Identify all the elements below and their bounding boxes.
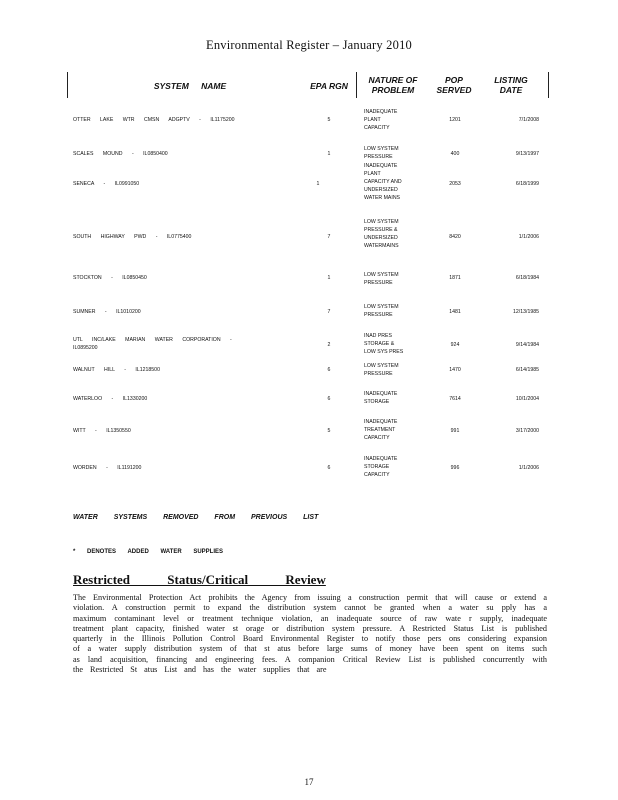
problem: LOW SYSTEM PRESSURE bbox=[364, 146, 399, 160]
population-served: 991 bbox=[450, 428, 460, 434]
listing-date: 3/17/2000 bbox=[515, 428, 539, 434]
problem: INADEQUATE PLANT CAPACITY AND UNDERSIZED WATER MAINS bbox=[364, 163, 402, 201]
problem: LOW SYSTEM PRESSURE & UNDERSIZED WATERMAINS bbox=[364, 219, 399, 249]
population-served: 1201 bbox=[449, 117, 461, 123]
population-served: 2053 bbox=[449, 181, 461, 187]
restricted-status-heading: Restricted Status/Critical Review bbox=[73, 572, 326, 587]
epa-region: 5 bbox=[327, 428, 331, 434]
epa-region: 6 bbox=[327, 367, 331, 373]
column-header-epa: EPA RGN bbox=[310, 81, 348, 91]
population-served: 8420 bbox=[449, 234, 461, 240]
system-name: STOCKTON - IL0850450 bbox=[73, 275, 147, 281]
listing-date: 1/1/2006 bbox=[518, 234, 539, 240]
system-name: WORDEN - IL1191200 bbox=[73, 465, 142, 471]
epa-region: 6 bbox=[327, 465, 331, 471]
listing-date: 9/14/1984 bbox=[515, 342, 539, 348]
column-header-listing: LISTING DATE bbox=[494, 75, 528, 95]
added-supplies-note: * DENOTES ADDED WATER SUPPLIES bbox=[73, 549, 224, 555]
system-name: SENECA - IL0991050 bbox=[73, 181, 140, 187]
listing-date: 10/1/2004 bbox=[515, 396, 539, 402]
system-name: SCALES MOUND - IL0850400 bbox=[73, 151, 168, 157]
system-name: SOUTH HIGHWAY PWD - IL0775400 bbox=[73, 234, 192, 240]
listing-date: 7/1/2008 bbox=[518, 117, 539, 123]
population-served: 1470 bbox=[449, 367, 461, 373]
population-served: 1871 bbox=[449, 275, 461, 281]
epa-region: 1 bbox=[327, 275, 331, 281]
restricted-status-body: The Environmental Protection Act prohibits the Agency from issuing a construction permit that will cause or extend a violation. A construction permit to expand the distribution system cannot be granted when a water su pply has a maximum contaminant level or treatment technique violation, an inadequate source of raw wate r supply, inadequate treatment plant capacity, finished water st orage or distribution system pressure. A Restricted Status List is published quarterly in the Illinois Pollution Control Board Environmental Register to notify those pers ons considering expansion of a water supply distribution system of that st atus before large sums of money have been spent on items such as land acquisition, financing and engineering fees. A companion Critical Review List is published concurrently with the Restricted St atus List and has the water supplies that are bbox=[73, 593, 547, 675]
epa-region: 5 bbox=[327, 117, 331, 123]
problem: INAD PRES STORAGE & LOW SYS PRES bbox=[364, 333, 404, 355]
listing-date: 9/13/1997 bbox=[515, 151, 539, 157]
table-divider-rule bbox=[356, 72, 357, 98]
listing-date: 1/1/2006 bbox=[518, 465, 539, 471]
population-served: 924 bbox=[450, 342, 460, 348]
epa-region: 1 bbox=[327, 151, 331, 157]
system-name: WALNUT HILL - IL1218500 bbox=[73, 367, 160, 373]
page-number: 17 bbox=[304, 777, 314, 787]
epa-region: 7 bbox=[327, 234, 331, 240]
system-name: SUMNER - IL1010200 bbox=[73, 309, 141, 315]
epa-region: 7 bbox=[327, 309, 331, 315]
column-header-pop: POP SERVED bbox=[436, 75, 472, 95]
removed-systems-label: WATER SYSTEMS REMOVED FROM PREVIOUS LIST bbox=[73, 514, 319, 521]
column-header-system: SYSTEM NAME bbox=[153, 81, 227, 91]
problem: INADEQUATE STORAGE CAPACITY bbox=[364, 456, 398, 478]
listing-date: 6/14/1985 bbox=[515, 367, 539, 373]
problem: LOW SYSTEM PRESSURE bbox=[364, 272, 399, 286]
table-right-rule bbox=[548, 72, 549, 98]
column-header-nature: NATURE OF PROBLEM bbox=[368, 75, 418, 95]
system-name: OTTER LAKE WTR CMSN ADGPTV - IL1175200 bbox=[73, 117, 235, 123]
system-name: WITT - IL1350550 bbox=[73, 428, 131, 434]
problem: LOW SYSTEM PRESSURE bbox=[364, 363, 399, 377]
population-served: 7614 bbox=[449, 396, 461, 402]
epa-region: 6 bbox=[327, 396, 331, 402]
problem: INADEQUATE STORAGE bbox=[364, 391, 398, 405]
listing-date: 6/18/1984 bbox=[515, 275, 539, 281]
listing-date: 6/18/1999 bbox=[515, 181, 539, 187]
population-served: 1481 bbox=[449, 309, 461, 315]
epa-region: 1 bbox=[316, 181, 320, 187]
listing-date: 12/13/1985 bbox=[513, 309, 539, 315]
problem: INADEQUATE PLANT CAPACITY bbox=[364, 109, 398, 131]
population-served: 400 bbox=[450, 151, 460, 157]
problem: LOW SYSTEM PRESSURE bbox=[364, 304, 399, 318]
system-name: WATERLOO - IL1330200 bbox=[73, 396, 148, 402]
epa-region: 2 bbox=[327, 342, 331, 348]
page-header-title: Environmental Register – January 2010 bbox=[206, 38, 412, 52]
table-left-rule bbox=[67, 72, 68, 98]
population-served: 996 bbox=[450, 465, 460, 471]
system-name: UTL INC/LAKE MARIAN WATER CORPORATION - IL0895200 bbox=[73, 337, 232, 351]
problem: INADEQUATE TREATMENT CAPACITY bbox=[364, 419, 398, 441]
